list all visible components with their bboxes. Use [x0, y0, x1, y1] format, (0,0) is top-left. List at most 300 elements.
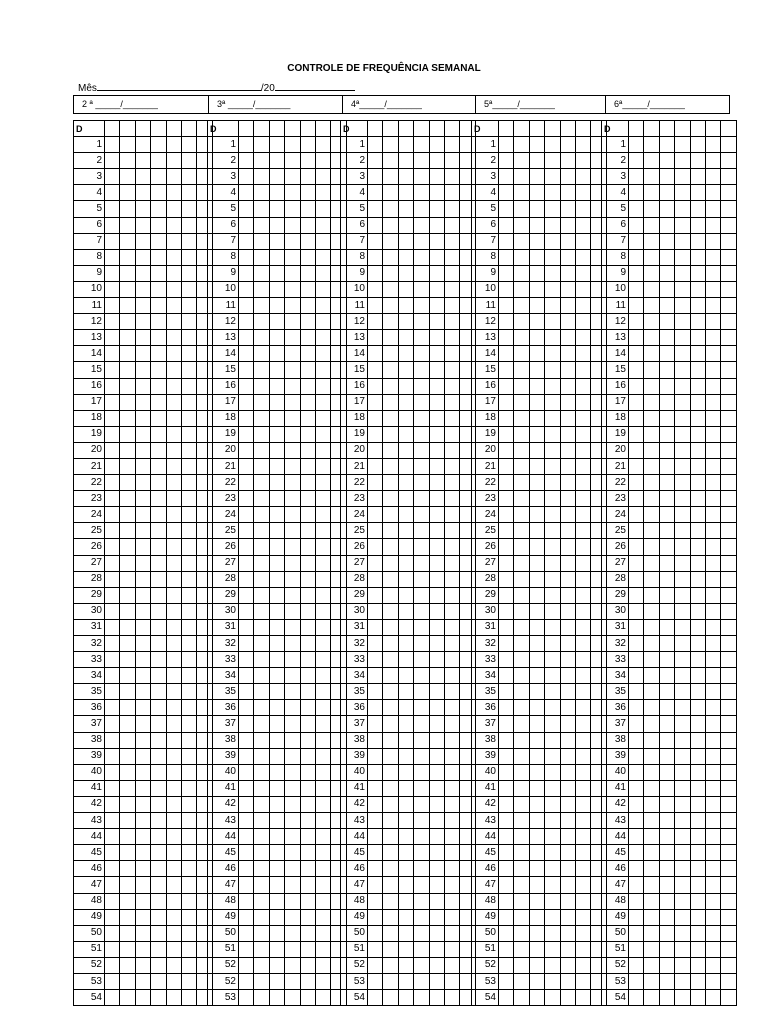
mark-cell[interactable] — [560, 153, 575, 169]
mark-cell[interactable] — [514, 426, 529, 442]
mark-cell[interactable] — [721, 475, 736, 491]
mark-cell[interactable] — [575, 298, 590, 314]
mark-cell[interactable] — [629, 233, 644, 249]
mark-cell[interactable] — [105, 796, 120, 812]
mark-cell[interactable] — [575, 346, 590, 362]
mark-cell[interactable] — [254, 523, 269, 539]
mark-cell[interactable] — [239, 281, 254, 297]
mark-cell[interactable] — [269, 378, 284, 394]
mark-cell[interactable] — [675, 716, 690, 732]
mark-cell[interactable] — [315, 555, 330, 571]
mark-cell[interactable] — [285, 169, 300, 185]
mark-cell[interactable] — [560, 619, 575, 635]
mark-cell[interactable] — [239, 716, 254, 732]
mark-cell[interactable] — [675, 137, 690, 153]
mark-cell[interactable] — [499, 716, 514, 732]
mark-cell[interactable] — [398, 636, 413, 652]
mark-cell[interactable] — [514, 668, 529, 684]
mark-cell[interactable] — [629, 201, 644, 217]
mark-cell[interactable] — [690, 700, 705, 716]
mark-cell[interactable] — [254, 990, 269, 1006]
mark-cell[interactable] — [575, 265, 590, 281]
mark-cell[interactable] — [444, 507, 459, 523]
mark-cell[interactable] — [675, 346, 690, 362]
mark-cell[interactable] — [300, 748, 315, 764]
mark-cell[interactable] — [285, 893, 300, 909]
mark-cell[interactable] — [545, 652, 560, 668]
mark-cell[interactable] — [315, 909, 330, 925]
mark-cell[interactable] — [499, 410, 514, 426]
mark-cell[interactable] — [575, 491, 590, 507]
mark-cell[interactable] — [499, 861, 514, 877]
mark-cell[interactable] — [705, 973, 720, 989]
mark-cell[interactable] — [705, 780, 720, 796]
mark-cell[interactable] — [675, 587, 690, 603]
mark-cell[interactable] — [269, 877, 284, 893]
mark-cell[interactable] — [675, 233, 690, 249]
mark-cell[interactable] — [705, 603, 720, 619]
mark-cell[interactable] — [675, 845, 690, 861]
mark-cell[interactable] — [575, 233, 590, 249]
mark-cell[interactable] — [629, 636, 644, 652]
mark-cell[interactable] — [254, 314, 269, 330]
mark-cell[interactable] — [151, 137, 166, 153]
mark-cell[interactable] — [514, 410, 529, 426]
mark-cell[interactable] — [383, 539, 398, 555]
mark-cell[interactable] — [429, 121, 444, 137]
mark-cell[interactable] — [254, 925, 269, 941]
mark-cell[interactable] — [644, 475, 659, 491]
mark-cell[interactable] — [721, 523, 736, 539]
mark-cell[interactable] — [300, 732, 315, 748]
mark-cell[interactable] — [383, 684, 398, 700]
mark-cell[interactable] — [659, 249, 674, 265]
mark-cell[interactable] — [675, 153, 690, 169]
mark-cell[interactable] — [315, 249, 330, 265]
mark-cell[interactable] — [705, 668, 720, 684]
mark-cell[interactable] — [135, 748, 150, 764]
mark-cell[interactable] — [721, 861, 736, 877]
mark-cell[interactable] — [575, 523, 590, 539]
mark-cell[interactable] — [690, 813, 705, 829]
mark-cell[interactable] — [529, 990, 544, 1006]
mark-cell[interactable] — [151, 684, 166, 700]
mark-cell[interactable] — [529, 957, 544, 973]
mark-cell[interactable] — [181, 845, 196, 861]
mark-cell[interactable] — [383, 378, 398, 394]
mark-cell[interactable] — [575, 442, 590, 458]
mark-cell[interactable] — [135, 571, 150, 587]
mark-cell[interactable] — [675, 458, 690, 474]
mark-cell[interactable] — [675, 249, 690, 265]
mark-cell[interactable] — [105, 426, 120, 442]
mark-cell[interactable] — [721, 410, 736, 426]
mark-cell[interactable] — [269, 475, 284, 491]
mark-cell[interactable] — [300, 153, 315, 169]
mark-cell[interactable] — [560, 748, 575, 764]
mark-cell[interactable] — [444, 426, 459, 442]
mark-cell[interactable] — [659, 571, 674, 587]
mark-cell[interactable] — [429, 877, 444, 893]
mark-cell[interactable] — [499, 507, 514, 523]
mark-cell[interactable] — [300, 555, 315, 571]
mark-cell[interactable] — [499, 619, 514, 635]
mark-cell[interactable] — [269, 217, 284, 233]
mark-cell[interactable] — [269, 362, 284, 378]
mark-cell[interactable] — [285, 877, 300, 893]
mark-cell[interactable] — [151, 700, 166, 716]
mark-cell[interactable] — [239, 442, 254, 458]
mark-cell[interactable] — [181, 201, 196, 217]
mark-cell[interactable] — [269, 265, 284, 281]
mark-cell[interactable] — [414, 619, 429, 635]
mark-cell[interactable] — [239, 121, 254, 137]
mark-cell[interactable] — [254, 378, 269, 394]
mark-cell[interactable] — [181, 410, 196, 426]
mark-cell[interactable] — [135, 990, 150, 1006]
mark-cell[interactable] — [644, 748, 659, 764]
mark-cell[interactable] — [659, 813, 674, 829]
mark-cell[interactable] — [239, 330, 254, 346]
mark-cell[interactable] — [383, 233, 398, 249]
mark-cell[interactable] — [105, 603, 120, 619]
mark-cell[interactable] — [444, 700, 459, 716]
mark-cell[interactable] — [368, 330, 383, 346]
mark-cell[interactable] — [414, 249, 429, 265]
mark-cell[interactable] — [254, 330, 269, 346]
mark-cell[interactable] — [239, 925, 254, 941]
mark-cell[interactable] — [166, 748, 181, 764]
mark-cell[interactable] — [690, 893, 705, 909]
mark-cell[interactable] — [545, 909, 560, 925]
mark-cell[interactable] — [560, 861, 575, 877]
mark-cell[interactable] — [499, 700, 514, 716]
mark-cell[interactable] — [151, 587, 166, 603]
mark-cell[interactable] — [675, 314, 690, 330]
mark-cell[interactable] — [575, 845, 590, 861]
mark-cell[interactable] — [721, 281, 736, 297]
mark-cell[interactable] — [368, 378, 383, 394]
mark-cell[interactable] — [300, 909, 315, 925]
mark-cell[interactable] — [181, 780, 196, 796]
mark-cell[interactable] — [269, 700, 284, 716]
mark-cell[interactable] — [644, 233, 659, 249]
mark-cell[interactable] — [545, 362, 560, 378]
mark-cell[interactable] — [560, 732, 575, 748]
mark-cell[interactable] — [368, 877, 383, 893]
mark-cell[interactable] — [575, 378, 590, 394]
mark-cell[interactable] — [529, 668, 544, 684]
mark-cell[interactable] — [499, 539, 514, 555]
mark-cell[interactable] — [721, 571, 736, 587]
mark-cell[interactable] — [659, 523, 674, 539]
mark-cell[interactable] — [659, 587, 674, 603]
mark-cell[interactable] — [285, 249, 300, 265]
mark-cell[interactable] — [545, 539, 560, 555]
mark-cell[interactable] — [690, 973, 705, 989]
mark-cell[interactable] — [705, 233, 720, 249]
mark-cell[interactable] — [560, 990, 575, 1006]
mark-cell[interactable] — [560, 603, 575, 619]
mark-cell[interactable] — [560, 893, 575, 909]
mark-cell[interactable] — [721, 330, 736, 346]
mark-cell[interactable] — [429, 893, 444, 909]
mark-cell[interactable] — [545, 684, 560, 700]
mark-cell[interactable] — [575, 780, 590, 796]
mark-cell[interactable] — [151, 201, 166, 217]
mark-cell[interactable] — [545, 378, 560, 394]
mark-cell[interactable] — [629, 426, 644, 442]
mark-cell[interactable] — [368, 137, 383, 153]
mark-cell[interactable] — [105, 378, 120, 394]
mark-cell[interactable] — [659, 201, 674, 217]
mark-cell[interactable] — [529, 893, 544, 909]
mark-cell[interactable] — [269, 233, 284, 249]
mark-cell[interactable] — [644, 137, 659, 153]
mark-cell[interactable] — [444, 523, 459, 539]
mark-cell[interactable] — [368, 281, 383, 297]
mark-cell[interactable] — [644, 732, 659, 748]
mark-cell[interactable] — [644, 861, 659, 877]
mark-cell[interactable] — [414, 893, 429, 909]
mark-cell[interactable] — [690, 603, 705, 619]
mark-cell[interactable] — [398, 861, 413, 877]
mark-cell[interactable] — [560, 764, 575, 780]
mark-cell[interactable] — [545, 780, 560, 796]
mark-cell[interactable] — [429, 265, 444, 281]
mark-cell[interactable] — [368, 732, 383, 748]
mark-cell[interactable] — [285, 378, 300, 394]
mark-cell[interactable] — [499, 973, 514, 989]
mark-cell[interactable] — [135, 265, 150, 281]
mark-cell[interactable] — [414, 732, 429, 748]
mark-cell[interactable] — [300, 281, 315, 297]
mark-cell[interactable] — [659, 619, 674, 635]
mark-cell[interactable] — [675, 732, 690, 748]
mark-cell[interactable] — [705, 249, 720, 265]
mark-cell[interactable] — [105, 571, 120, 587]
mark-cell[interactable] — [285, 507, 300, 523]
mark-cell[interactable] — [315, 121, 330, 137]
mark-cell[interactable] — [166, 507, 181, 523]
mark-cell[interactable] — [368, 957, 383, 973]
mark-cell[interactable] — [514, 925, 529, 941]
mark-cell[interactable] — [514, 314, 529, 330]
mark-cell[interactable] — [705, 217, 720, 233]
mark-cell[interactable] — [398, 491, 413, 507]
mark-cell[interactable] — [269, 298, 284, 314]
mark-cell[interactable] — [499, 346, 514, 362]
mark-cell[interactable] — [120, 491, 135, 507]
mark-cell[interactable] — [151, 571, 166, 587]
mark-cell[interactable] — [429, 330, 444, 346]
mark-cell[interactable] — [383, 732, 398, 748]
mark-cell[interactable] — [414, 410, 429, 426]
mark-cell[interactable] — [644, 764, 659, 780]
mark-cell[interactable] — [181, 458, 196, 474]
mark-cell[interactable] — [659, 652, 674, 668]
mark-cell[interactable] — [105, 523, 120, 539]
mark-cell[interactable] — [575, 716, 590, 732]
mark-cell[interactable] — [514, 652, 529, 668]
mark-cell[interactable] — [659, 378, 674, 394]
mark-cell[interactable] — [690, 909, 705, 925]
mark-cell[interactable] — [499, 233, 514, 249]
mark-cell[interactable] — [444, 861, 459, 877]
mark-cell[interactable] — [705, 829, 720, 845]
mark-cell[interactable] — [575, 426, 590, 442]
mark-cell[interactable] — [545, 394, 560, 410]
mark-cell[interactable] — [644, 813, 659, 829]
mark-cell[interactable] — [151, 941, 166, 957]
mark-cell[interactable] — [105, 652, 120, 668]
mark-cell[interactable] — [368, 780, 383, 796]
mark-cell[interactable] — [368, 121, 383, 137]
mark-cell[interactable] — [705, 652, 720, 668]
mark-cell[interactable] — [514, 571, 529, 587]
mark-cell[interactable] — [383, 636, 398, 652]
mark-cell[interactable] — [499, 314, 514, 330]
mark-cell[interactable] — [269, 925, 284, 941]
mark-cell[interactable] — [529, 877, 544, 893]
mark-cell[interactable] — [151, 796, 166, 812]
mark-cell[interactable] — [166, 941, 181, 957]
mark-cell[interactable] — [529, 378, 544, 394]
mark-cell[interactable] — [398, 829, 413, 845]
mark-cell[interactable] — [285, 941, 300, 957]
mark-cell[interactable] — [239, 491, 254, 507]
mark-cell[interactable] — [429, 941, 444, 957]
mark-cell[interactable] — [444, 539, 459, 555]
mark-cell[interactable] — [368, 458, 383, 474]
mark-cell[interactable] — [254, 684, 269, 700]
mark-cell[interactable] — [529, 845, 544, 861]
mark-cell[interactable] — [529, 298, 544, 314]
mark-cell[interactable] — [383, 185, 398, 201]
mark-cell[interactable] — [269, 603, 284, 619]
mark-cell[interactable] — [300, 137, 315, 153]
mark-cell[interactable] — [120, 217, 135, 233]
mark-cell[interactable] — [151, 716, 166, 732]
mark-cell[interactable] — [514, 973, 529, 989]
mark-cell[interactable] — [690, 475, 705, 491]
mark-cell[interactable] — [560, 636, 575, 652]
mark-cell[interactable] — [675, 217, 690, 233]
mark-cell[interactable] — [560, 249, 575, 265]
mark-cell[interactable] — [675, 265, 690, 281]
mark-cell[interactable] — [529, 458, 544, 474]
mark-cell[interactable] — [705, 700, 720, 716]
mark-cell[interactable] — [644, 539, 659, 555]
mark-cell[interactable] — [315, 169, 330, 185]
mark-cell[interactable] — [368, 169, 383, 185]
week-label-wednesday[interactable]: 4ª_____/_______ — [342, 96, 475, 113]
mark-cell[interactable] — [151, 426, 166, 442]
mark-cell[interactable] — [659, 314, 674, 330]
mark-cell[interactable] — [429, 539, 444, 555]
mark-cell[interactable] — [675, 813, 690, 829]
mark-cell[interactable] — [575, 217, 590, 233]
mark-cell[interactable] — [659, 748, 674, 764]
mark-cell[interactable] — [644, 298, 659, 314]
mark-cell[interactable] — [529, 619, 544, 635]
mark-cell[interactable] — [444, 941, 459, 957]
mark-cell[interactable] — [659, 973, 674, 989]
mark-cell[interactable] — [151, 491, 166, 507]
mark-cell[interactable] — [545, 829, 560, 845]
mark-cell[interactable] — [629, 925, 644, 941]
mark-cell[interactable] — [529, 603, 544, 619]
mark-cell[interactable] — [529, 362, 544, 378]
mark-cell[interactable] — [383, 507, 398, 523]
mark-cell[interactable] — [560, 362, 575, 378]
mark-cell[interactable] — [285, 555, 300, 571]
mark-cell[interactable] — [429, 925, 444, 941]
mark-cell[interactable] — [239, 732, 254, 748]
mark-cell[interactable] — [514, 555, 529, 571]
mark-cell[interactable] — [429, 362, 444, 378]
mark-cell[interactable] — [239, 877, 254, 893]
mark-cell[interactable] — [721, 265, 736, 281]
mark-cell[interactable] — [383, 314, 398, 330]
mark-cell[interactable] — [239, 475, 254, 491]
mark-cell[interactable] — [444, 185, 459, 201]
mark-cell[interactable] — [690, 169, 705, 185]
mark-cell[interactable] — [120, 877, 135, 893]
mark-cell[interactable] — [575, 587, 590, 603]
mark-cell[interactable] — [269, 941, 284, 957]
mark-cell[interactable] — [690, 523, 705, 539]
mark-cell[interactable] — [575, 973, 590, 989]
mark-cell[interactable] — [285, 716, 300, 732]
mark-cell[interactable] — [429, 281, 444, 297]
mark-cell[interactable] — [151, 845, 166, 861]
mark-cell[interactable] — [166, 362, 181, 378]
mark-cell[interactable] — [690, 877, 705, 893]
mark-cell[interactable] — [120, 668, 135, 684]
mark-cell[interactable] — [181, 153, 196, 169]
mark-cell[interactable] — [545, 458, 560, 474]
mark-cell[interactable] — [383, 909, 398, 925]
mark-cell[interactable] — [499, 941, 514, 957]
mark-cell[interactable] — [269, 764, 284, 780]
mark-cell[interactable] — [269, 458, 284, 474]
mark-cell[interactable] — [166, 796, 181, 812]
mark-cell[interactable] — [514, 539, 529, 555]
mark-cell[interactable] — [675, 281, 690, 297]
mark-cell[interactable] — [135, 346, 150, 362]
mark-cell[interactable] — [135, 796, 150, 812]
mark-cell[interactable] — [429, 909, 444, 925]
mark-cell[interactable] — [166, 957, 181, 973]
mark-cell[interactable] — [300, 941, 315, 957]
mark-cell[interactable] — [414, 652, 429, 668]
mark-cell[interactable] — [414, 909, 429, 925]
mark-cell[interactable] — [315, 410, 330, 426]
mark-cell[interactable] — [429, 973, 444, 989]
mark-cell[interactable] — [181, 426, 196, 442]
mark-cell[interactable] — [398, 458, 413, 474]
mark-cell[interactable] — [135, 700, 150, 716]
mark-cell[interactable] — [499, 813, 514, 829]
mark-cell[interactable] — [368, 619, 383, 635]
mark-cell[interactable] — [285, 233, 300, 249]
mark-cell[interactable] — [285, 636, 300, 652]
mark-cell[interactable] — [560, 458, 575, 474]
mark-cell[interactable] — [529, 748, 544, 764]
mark-cell[interactable] — [105, 941, 120, 957]
mark-cell[interactable] — [254, 475, 269, 491]
